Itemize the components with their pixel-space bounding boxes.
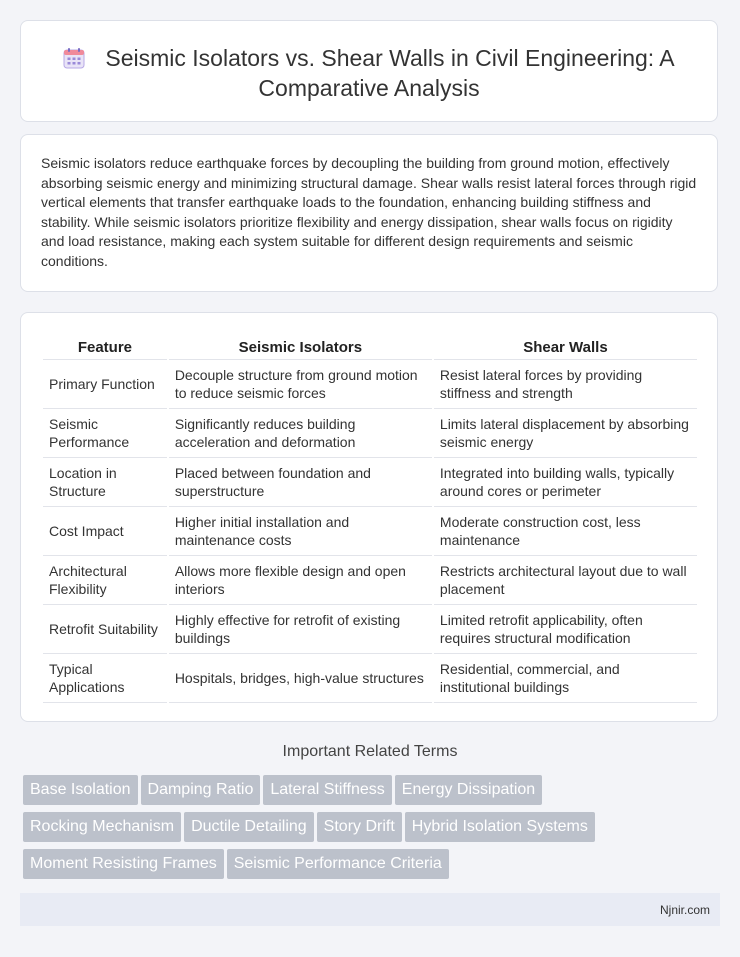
term-tag[interactable]: Moment Resisting Frames: [23, 849, 224, 879]
term-tag[interactable]: Lateral Stiffness: [263, 775, 391, 805]
term-tag[interactable]: Rocking Mechanism: [23, 812, 181, 842]
term-tag[interactable]: Seismic Performance Criteria: [227, 849, 449, 879]
calendar-icon: [63, 47, 85, 69]
table-header-row: [43, 333, 697, 360]
related-terms-list: [23, 775, 723, 886]
comparison-card: [20, 312, 718, 722]
table-row: [43, 507, 697, 556]
shear-walls-cell: Moderate construction cost, less maintenance: [434, 507, 697, 556]
shear-walls-cell: Residential, commercial, and institutional buildings: [434, 654, 697, 703]
term-tag[interactable]: Story Drift: [317, 812, 402, 842]
feature-cell: Architectural Flexibility: [43, 556, 167, 605]
isolators-cell: Placed between foundation and superstructure: [169, 458, 432, 507]
table-row: [43, 556, 697, 605]
table-row: [43, 654, 697, 703]
table-row: [43, 409, 697, 458]
isolators-cell: Decouple structure from ground motion to reduce seismic forces: [169, 360, 432, 409]
title-card: [20, 20, 718, 122]
shear-walls-cell: Resist lateral forces by providing stiffness and strength: [434, 360, 697, 409]
related-terms-title: Important Related Terms: [282, 743, 458, 760]
feature-cell: Primary Function: [43, 360, 167, 409]
shear-walls-cell: Restricts architectural layout due to wall placement: [434, 556, 697, 605]
table-row: [43, 458, 697, 507]
summary-card: [20, 134, 718, 292]
page-title-wrap: [21, 43, 717, 103]
footer: [20, 893, 720, 926]
header-seismic-isolators: Seismic Isolators: [169, 333, 432, 360]
summary-text: Seismic isolators reduce earthquake forces by decoupling the building from ground motion, effectively absorbing seismic energy and minimizing structural damage. Shear walls resist lateral forces through rigid vertical elements that transfer earthquake loads to the foundation, enhancing building stiffness and stability. While seismic isolators prioritize flexibility and energy dissipation, shear walls focus on rigidity and load resistance, making each system suitable for different design requirements and seismic conditions.: [41, 155, 697, 269]
shear-walls-cell: Limited retrofit applicability, often requires structural modification: [434, 605, 697, 654]
term-tag[interactable]: Energy Dissipation: [395, 775, 542, 805]
isolators-cell: Significantly reduces building acceleration and deformation: [169, 409, 432, 458]
footer-site[interactable]: Njnir.com: [659, 903, 710, 917]
shear-walls-cell: Integrated into building walls, typically around cores or perimeter: [434, 458, 697, 507]
isolators-cell: Hospitals, bridges, high-value structures: [169, 654, 432, 703]
comparison-table: [41, 333, 699, 703]
term-tag[interactable]: Hybrid Isolation Systems: [405, 812, 595, 842]
page-title: Seismic Isolators vs. Shear Walls in Civil Engineering: A Comparative Analysis: [105, 45, 675, 101]
feature-cell: Typical Applications: [43, 654, 167, 703]
isolators-cell: Higher initial installation and maintenance costs: [169, 507, 432, 556]
feature-cell: Seismic Performance: [43, 409, 167, 458]
table-row: [43, 360, 697, 409]
shear-walls-cell: Limits lateral displacement by absorbing seismic energy: [434, 409, 697, 458]
header-feature: Feature: [43, 333, 167, 360]
feature-cell: Cost Impact: [43, 507, 167, 556]
term-tag[interactable]: Ductile Detailing: [184, 812, 314, 842]
feature-cell: Location in Structure: [43, 458, 167, 507]
isolators-cell: Highly effective for retrofit of existing buildings: [169, 605, 432, 654]
table-row: [43, 605, 697, 654]
term-tag[interactable]: Base Isolation: [23, 775, 138, 805]
header-shear-walls: Shear Walls: [434, 333, 697, 360]
term-tag[interactable]: Damping Ratio: [141, 775, 261, 805]
feature-cell: Retrofit Suitability: [43, 605, 167, 654]
isolators-cell: Allows more flexible design and open interiors: [169, 556, 432, 605]
